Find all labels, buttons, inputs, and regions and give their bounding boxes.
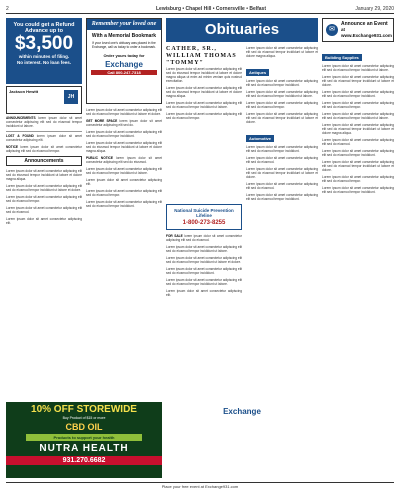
page-date: January 29, 2020 <box>355 6 394 12</box>
memorial-body: If your loved one's obituary was placed in the Exchange, call us today to order a bookmark. <box>92 41 156 49</box>
classified-text: Lorem ipsum dolor sit amet consectetur adipiscing elit sed do eiusmod tempor incididunt ut labore et dolore magna aliqua. <box>6 169 82 181</box>
bottom-exchange <box>166 404 318 419</box>
classified-text: LOST & FOUND lorem ipsum dolor sit amet consectetur adipiscing elit. <box>6 134 82 142</box>
classified-text: Lorem ipsum dolor sit amet consectetur adipiscing elit sed do eiusmod tempor incididunt ut labore et dolore. <box>86 108 162 116</box>
column-1 <box>6 116 82 228</box>
section-tag-antiques: Antiques <box>246 69 269 76</box>
lifeline-phone: 1-800-273-8255 <box>182 220 226 226</box>
classified-text: Lorem ipsum dolor sit amet consectetur adipiscing elit sed do eiusmod tempor incididunt ut labore et dolore. <box>322 75 394 87</box>
page-number: 2 <box>6 6 9 12</box>
page-header <box>6 4 394 14</box>
jackson-hewitt-logo-icon: JH <box>64 90 78 104</box>
column-2 <box>86 108 162 211</box>
classified-text: Lorem ipsum dolor sit amet consectetur adipiscing elit sed do eiusmod tempor incididunt. <box>246 79 318 87</box>
jackson-hewitt-name: Jackson Hewitt <box>9 89 39 94</box>
classified-text: Lorem ipsum dolor sit amet consectetur adipiscing elit. <box>6 217 82 225</box>
classified-text: Lorem ipsum dolor sit amet consectetur adipiscing elit. <box>166 289 242 297</box>
classified-text: Lorem ipsum dolor sit amet consectetur adipiscing elit sed do eiusmod tempor incididunt. <box>322 90 394 98</box>
memorial-bookmark-ad[interactable] <box>86 18 162 104</box>
classified-text: Lorem ipsum dolor sit amet consectetur adipiscing elit sed do eiusmod tempor. <box>322 101 394 109</box>
classified-text: FOR SALE lorem ipsum dolor sit amet consectetur adipiscing elit sed do eiusmod. <box>166 234 242 242</box>
classified-text: Lorem ipsum dolor sit amet consectetur adipiscing elit sed do eiusmod. <box>246 156 318 164</box>
obituary-text: Lorem ipsum dolor sit amet consectetur adipiscing elit sed do eiusmod tempor incididunt ut labore et dolore magna aliqua. <box>246 46 318 58</box>
section-tag-automotive: Automotive <box>246 135 274 142</box>
memorial-band: Remember your loved one <box>87 19 161 30</box>
classified-text: Lorem ipsum dolor sit amet consectetur adipiscing elit sed do eiusmod tempor incididunt ut labore. <box>246 90 318 98</box>
classified-text: Lorem ipsum dolor sit amet consectetur adipiscing elit sed do eiusmod tempor incididunt ut labore. <box>322 112 394 120</box>
classified-text: Lorem ipsum dolor sit amet consectetur adipiscing elit sed do eiusmod tempor. <box>6 195 82 203</box>
announce-line2: at www.Exchange931.com <box>341 27 392 38</box>
memorial-title: With a Memorial Bookmark <box>91 33 157 39</box>
obituary-text: Lorem ipsum dolor sit amet consectetur adipiscing elit sed do eiusmod tempor incididunt ut labore et dolore magna aliqua. <box>166 86 242 98</box>
refund-line3: No interest. No loan fees. <box>16 59 71 65</box>
classified-text: Lorem ipsum dolor sit amet consectetur adipiscing elit sed do eiusmod tempor incididunt ut labore et dolore. <box>322 160 394 172</box>
refund-line1: You could get a Refund Advance up to <box>13 22 75 34</box>
obituary-name: CATHER, SR., WILLIAM THOMAS "TOMMY" <box>166 46 237 66</box>
classified-text: Lorem ipsum dolor sit amet consectetur adipiscing elit sed do eiusmod tempor incididunt. <box>322 149 394 157</box>
classified-text: Lorem ipsum dolor sit amet consectetur adipiscing elit sed do eiusmod. <box>322 138 394 146</box>
newspaper-page <box>6 4 394 488</box>
classified-text: Lorem ipsum dolor sit amet consectetur adipiscing elit sed do eiusmod tempor. <box>86 189 162 197</box>
classified-text: ANNOUNCEMENTS lorem ipsum dolor sit amet consectetur adipiscing elit sed do eiusmod tempor incididunt ut labore. <box>6 116 82 128</box>
nutra-mid: Products to support your health <box>26 434 142 441</box>
classified-text: Lorem ipsum dolor sit amet consectetur adipiscing elit sed do eiusmod tempor incididunt. <box>246 193 318 201</box>
suicide-lifeline-box[interactable] <box>166 204 242 230</box>
nutra-headline: 10% OFF STOREWIDE <box>31 404 137 415</box>
obituary-text: Lorem ipsum dolor sit amet consectetur adipiscing elit sed do eiusmod tempor incididunt ut labore et dolore magna aliqua ut enim ad minim veniam quis nostrud exercitation. <box>166 67 242 83</box>
classified-text: Lorem ipsum dolor sit amet consectetur adipiscing elit sed do eiusmod tempor incididunt. <box>86 200 162 208</box>
obituaries-banner: Obituaries <box>166 18 318 42</box>
column-5 <box>322 46 394 197</box>
classified-text: Lorem ipsum dolor sit amet consectetur adipiscing elit sed do eiusmod tempor incididunt ut labore. <box>166 245 242 253</box>
column-4 <box>246 46 318 204</box>
classified-text: Lorem ipsum dolor sit amet consectetur adipiscing elit sed do eiusmod tempor incididunt ut labore et dolore magna aliqua. <box>86 141 162 153</box>
section-tag-building: Building Supplies <box>322 54 362 61</box>
classified-text: Lorem ipsum dolor sit amet consectetur adipiscing elit sed do eiusmod. <box>246 182 318 190</box>
column-3-lower <box>166 234 242 300</box>
classified-text: NOTICE lorem ipsum dolor sit amet consectetur adipiscing elit sed do eiusmod tempor. <box>6 145 82 153</box>
exchange-logo-bottom: Exchange <box>223 407 261 416</box>
classified-text: Lorem ipsum dolor sit amet consectetur adipiscing elit sed do eiusmod tempor incididunt ut labore et dolore. <box>246 167 318 179</box>
refund-advance-ad[interactable] <box>6 18 82 84</box>
nutra-cbd: CBD OIL <box>65 422 103 432</box>
classified-text: Lorem ipsum dolor sit amet consectetur adipiscing elit sed do eiusmod tempor incididunt ut labore et dolore magna aliqua. <box>322 123 394 135</box>
nutra-name: NUTRA HEALTH <box>39 443 129 454</box>
divider <box>6 131 82 132</box>
classified-text: Lorem ipsum dolor sit amet consectetur adipiscing elit sed do eiusmod tempor incididunt ut labore. <box>322 64 394 72</box>
classified-text: Lorem ipsum dolor sit amet consectetur adipiscing elit sed do eiusmod tempor. <box>322 175 394 183</box>
obituary-text: Lorem ipsum dolor sit amet consectetur adipiscing elit sed do eiusmod tempor. <box>166 112 242 120</box>
nutra-phone[interactable]: 931.270.6682 <box>6 456 162 465</box>
announce-event-box[interactable] <box>322 18 394 42</box>
classified-text: PUBLIC NOTICE lorem ipsum dolor sit amet consectetur adipiscing elit sed do eiusmod. <box>86 156 162 164</box>
memorial-phone[interactable]: Call 800-247-7318 <box>91 70 157 75</box>
section-heading: Announcements <box>6 156 82 166</box>
classified-text: Lorem ipsum dolor sit amet consectetur adipiscing elit sed do eiusmod tempor incididunt. <box>166 267 242 275</box>
classified-text: Lorem ipsum dolor sit amet consectetur adipiscing elit sed do eiusmod tempor incididunt ut labore et dolore. <box>6 184 82 192</box>
exchange-logo: Exchange <box>105 60 143 69</box>
lifeline-text: National Suicide Prevention Lifeline <box>174 208 234 218</box>
refund-amount: $3,500 <box>14 33 74 54</box>
obituary-text: Lorem ipsum dolor sit amet consectetur adipiscing elit sed do eiusmod tempor incididunt ut labore. <box>166 101 242 109</box>
page-title: Lewisburg • Chapel Hill • Cornersville • Belfast <box>156 6 266 12</box>
classified-text: Lorem ipsum dolor sit amet consectetur adipiscing elit sed do eiusmod tempor incididunt ut labore et dolore. <box>166 256 242 264</box>
classified-text: Lorem ipsum dolor sit amet consectetur adipiscing elit sed do eiusmod tempor incididunt. <box>86 130 162 138</box>
page-footer: Place your free event at Exchange931.com <box>6 482 394 490</box>
classified-text: Lorem ipsum dolor sit amet consectetur adipiscing elit. <box>86 178 162 186</box>
announce-line1: Announce an Event <box>341 21 388 27</box>
column-3 <box>166 46 242 123</box>
classified-text: GET MORE SPACE lorem ipsum dolor sit amet consectetur adipiscing elit sed do. <box>86 119 162 127</box>
classified-text: Lorem ipsum dolor sit amet consectetur adipiscing elit sed do eiusmod. <box>6 206 82 214</box>
classified-text: Lorem ipsum dolor sit amet consectetur adipiscing elit sed do eiusmod tempor incididunt. <box>246 145 318 153</box>
jackson-hewitt-box <box>6 86 82 114</box>
classified-text: Lorem ipsum dolor sit amet consectetur adipiscing elit sed do eiusmod tempor incididunt ut labore. <box>86 167 162 175</box>
refund-line2: within minutes of filing. <box>18 54 70 59</box>
nutra-health-ad[interactable] <box>6 402 162 478</box>
nutra-sub: Buy Product of $15 or more <box>62 416 106 420</box>
megaphone-icon: ✉ <box>326 24 338 36</box>
classified-text: Lorem ipsum dolor sit amet consectetur adipiscing elit sed do eiusmod tempor incididunt ut labore. <box>166 278 242 286</box>
classified-text: Lorem ipsum dolor sit amet consectetur adipiscing elit sed do eiusmod tempor incididunt. <box>322 186 394 194</box>
classified-text: Lorem ipsum dolor sit amet consectetur adipiscing elit sed do eiusmod tempor incididunt ut labore et dolore. <box>246 112 318 124</box>
classified-text: Lorem ipsum dolor sit amet consectetur adipiscing elit sed do eiusmod tempor. <box>246 101 318 109</box>
memorial-order: Order yours today for <box>103 53 145 58</box>
